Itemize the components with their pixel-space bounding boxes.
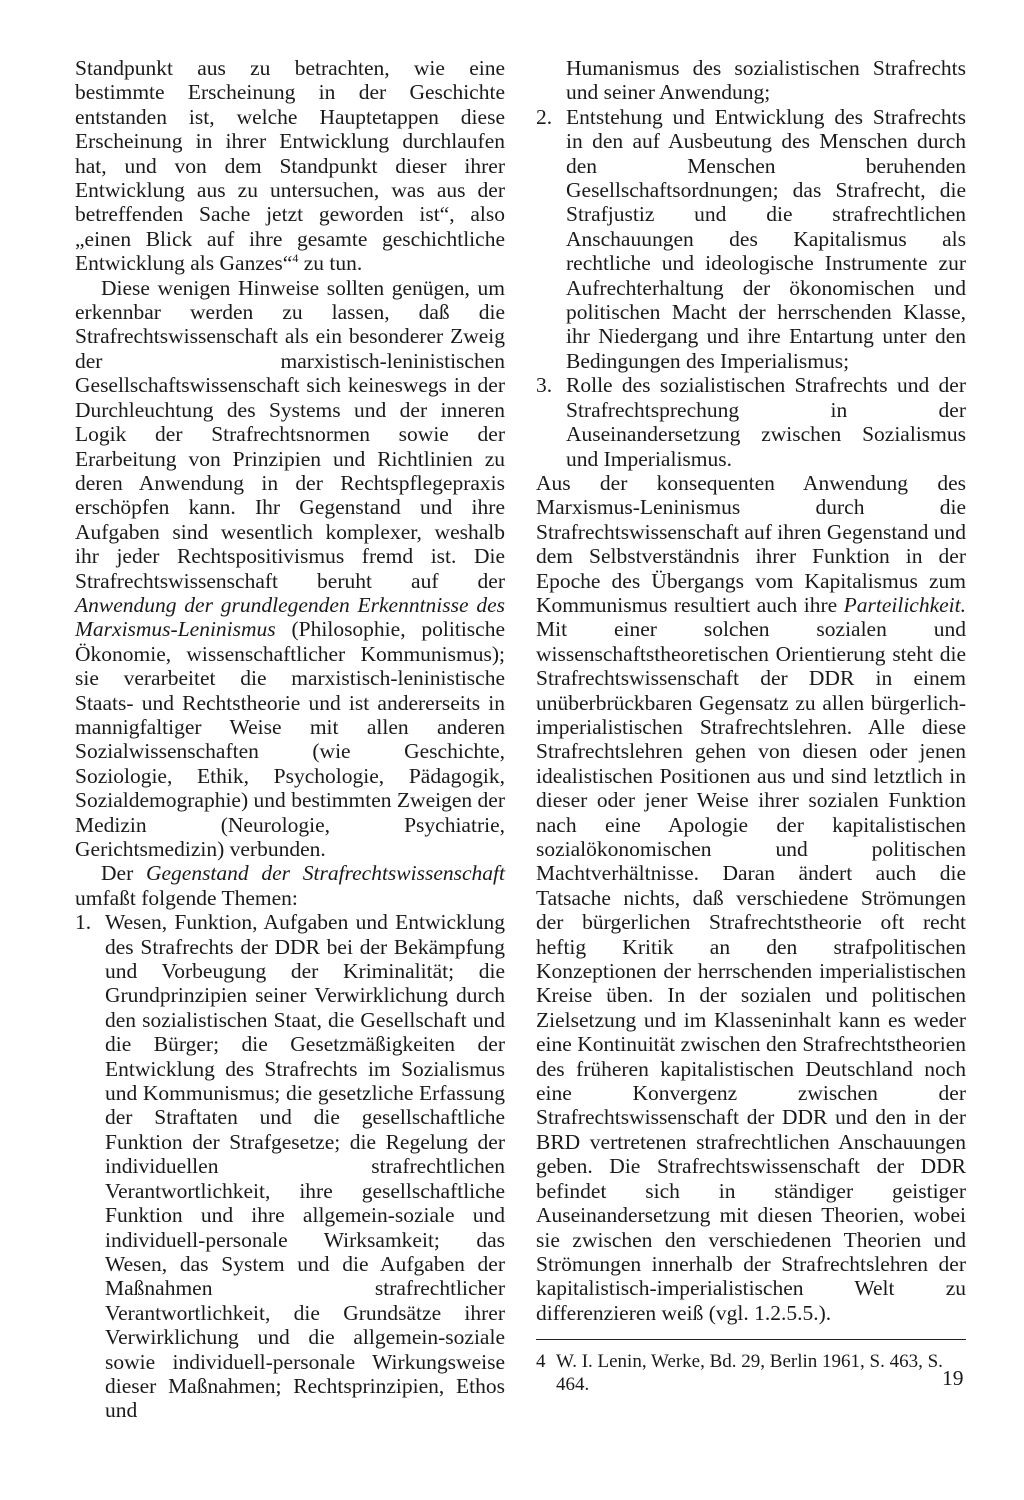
paragraph-gegenstand (75, 861, 505, 910)
list-item-text: Rolle des sozialistischen Strafrechts und der Strafrechtsprechung in der Auseinandersetzung zwischen Sozialismus und Imperialismus. (566, 373, 966, 471)
paragraph-text: Mit einer solchen sozialen und wissenschaftstheoretischen Orientierung steht die Strafrechtswissenschaft der DDR in einem unüberbrückbaren Gegensatz zu allen bürgerlich-imperialistischen Strafrechtslehren. Alle diese Strafrechtslehren gehen von diesen oder jenen idealistischen Positionen aus und sind letztlich in dieser oder jener Weise ihrer sozialen Funktion nach eine Apologie der kapitalistischen sozialökonomischen und politischen Machtverhältnisse. Daran ändert auch die Tatsache nichts, daß verschiedene Strömungen der bürgerlichen Strafrechtstheorie oft recht heftig Kritik an den strafpolitischen Konzeptionen der herrschenden imperialistischen Kreise üben. In der sozialen und politischen Zielsetzung und im Klasseninhalt kann es weder eine Kontinuität zwischen den Strafrechtstheorien des früheren kapitalistischen Deutschland noch eine Konvergenz zwischen der Strafrechtswissenschaft der DDR und den in der BRD vertretenen strafrechtlichen Anschauungen geben. Die Strafrechtswissenschaft der DDR befindet sich in ständiger geistiger Auseinandersetzung mit diesen Theorien, wobei sie zwischen den verschiedenen Theorien und Strömungen innerhalb der Strafrechtslehren der kapitalistisch-imperialistischen Welt zu differenzieren weiß (vgl. 1.2.5.5.). (536, 617, 966, 1325)
paragraph-parteilichkeit (536, 471, 966, 1325)
list-number: 3. (536, 373, 553, 398)
list-item (536, 105, 966, 373)
list-number: 1. (75, 910, 92, 935)
list-number: 2. (536, 104, 553, 129)
right-column (536, 56, 966, 1396)
list-item-continuation: Humanismus des sozialistischen Strafrechts und seiner Anwendung; (566, 56, 966, 105)
footnote-reference: 4 (292, 251, 299, 266)
paragraph-text: umfaßt folgende Themen: (75, 885, 298, 910)
page-number: 19 (942, 1366, 964, 1390)
emphasis-text: Parteilichkeit. (843, 592, 966, 617)
footnote (536, 1350, 966, 1396)
paragraph-text: Standpunkt aus zu betrachten, wie eine bestimmte Erscheinung in der Geschichte entstanden ist, welche Hauptetappen diese Erscheinung in ihrer Entwicklung durchlaufen hat, und von dem Standpunkt dieser ihrer Entwicklung aus zu untersuchen, was aus der betreffenden Sache jetzt geworden ist“, also „einen Blick auf ihre gesamte geschichtliche Entwicklung als Ganzes“ (75, 56, 505, 276)
list-item (536, 373, 966, 471)
list-item-text: Entstehung und Entwicklung des Strafrechts in den auf Ausbeutung des Menschen durch den Menschen beruhenden Gesellschaftsordnungen; das Strafrecht, die Strafjustiz und die strafrechtlichen Anschauungen des Kapitalismus als rechtliche und ideologische Instrumente zur Aufrechterhaltung der ökonomischen und politischen Macht der herrschenden Klasse, ihr Niedergang und ihre Entartung unter den Bedingungen des Imperialismus; (566, 104, 966, 373)
paragraph-continuation (75, 56, 505, 276)
footnote-number: 4 (536, 1351, 546, 1373)
footnote-text: W. I. Lenin, Werke, Bd. 29, Berlin 1961, S. 463, S. 464. (556, 1351, 943, 1396)
paragraph-text: Aus der konsequenten Anwendung des Marxismus-Leninismus durch die Strafrechtswissenschaft auf ihren Gegenstand und dem Selbstverständnis ihrer Funktion in der Epoche des Übergangs vom Kapitalismus zum Kommunismus resultiert auch ihre (536, 470, 966, 617)
footnote-divider (536, 1339, 966, 1340)
list-item-text: Wesen, Funktion, Aufgaben und Entwicklung des Strafrechts der DDR bei der Bekämpfung und Vorbeugung der Kriminalität; die Grundprinzipien seiner Verwirklichung durch den sozialistischen Staat, die Gesellschaft und die Bürger; die Gesetzmäßigkeiten der Entwicklung des Strafrechts im Sozialismus und Kommunismus; die gesetzliche Erfassung der Straftaten und die gesellschaftliche Funktion der Strafgesetze; die Regelung der individuellen strafrechtlichen Verantwortlichkeit, ihre gesellschaftliche Funktion und ihre allgemein-soziale und individuell-personale Wirksamkeit; das Wesen, das System und die Aufgaben der Maßnahmen strafrechtlicher Verantwortlichkeit, die Grundsätze ihrer Verwirklichung und die allgemein-soziale sowie individuell-personale Wirkungsweise dieser Maßnahmen; Rechtsprinzipien, Ethos und (105, 910, 505, 1423)
paragraph-text: (Philosophie, politische Ökonomie, wissenschaftlicher Kommunismus); sie verarbeitet die marxistisch-leninistische Staats- und Rechtstheorie und ist andererseits in mannigfaltiger Weise mit allen anderen Sozialwissenschaften (wie Geschichte, Soziologie, Ethik, Psychologie, Pädagogik, Sozialdemographie) und bestimmten Zweigen der Medizin (Neurologie, Psychiatrie, Gerichtsmedizin) verbunden. (75, 617, 505, 861)
left-column (75, 56, 505, 1423)
paragraph-text-end: zu tun. (298, 251, 363, 276)
emphasis-text: Gegenstand der Strafrechtswissenschaft (145, 861, 505, 886)
topics-list (75, 910, 505, 1423)
topics-list-continued (536, 105, 966, 471)
paragraph-hinweise (75, 276, 505, 862)
paragraph-text: Der (101, 861, 146, 886)
paragraph-text: Diese wenigen Hinweise sollten genügen, um erkennbar werden zu lassen, daß die Strafrechtswissenschaft als ein besonderer Zweig der marxistisch-leninistischen Gesellschaftswissenschaft sich keineswegs in der Durchleuchtung des Systems und der inneren Logik der Strafrechtsnormen sowie der Erarbeitung von Prinzipien und Richtlinien zu deren Anwendung in der Rechtspflegepraxis erschöpfen kann. Ihr Gegenstand und ihre Aufgaben sind wesentlich komplexer, weshalb ihr jeder Rechtspositivismus fremd ist. Die Strafrechtswissenschaft beruht auf der (75, 275, 505, 593)
list-item (75, 910, 505, 1423)
emphasis-text: Anwendung der grundlegenden Erkenntnisse des Marxismus-Leninismus (75, 592, 505, 642)
